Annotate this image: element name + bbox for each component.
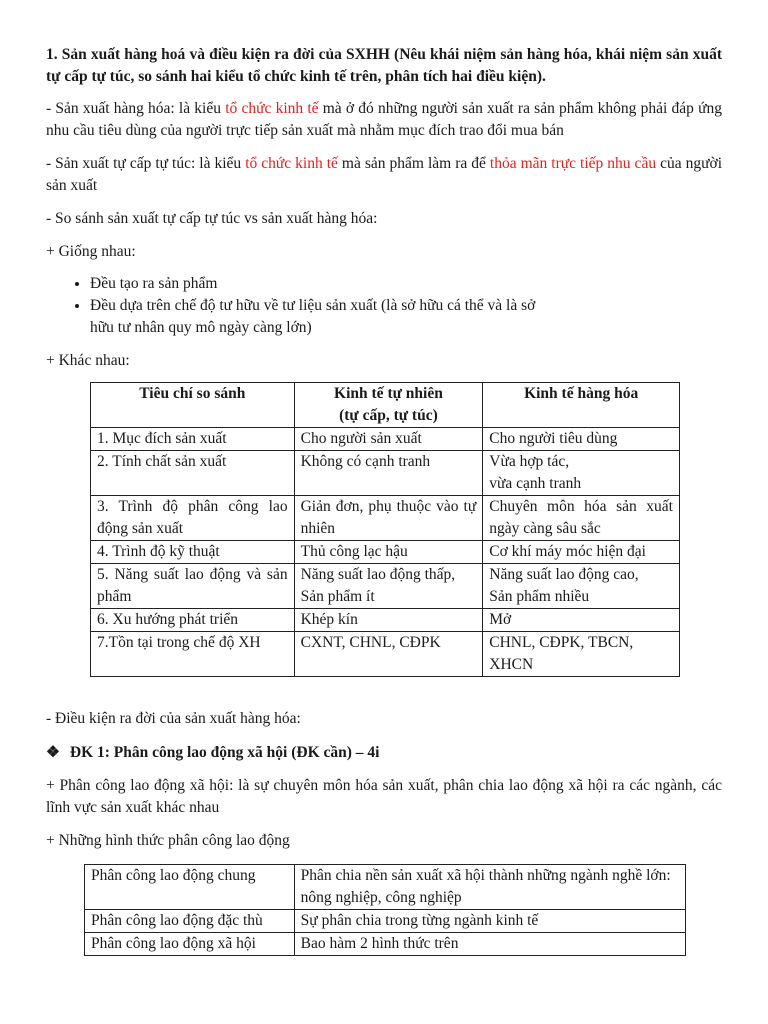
table-cell: Phân công lao động xã hội — [85, 933, 295, 956]
list-item: • Đều dựa trên chế độ tư hữu về tư liệu sản xuất (là sở hữu cá thể và là sở hữu tư nhân quy mô ngày càng lớn) — [90, 295, 550, 339]
table-cell: Không có cạnh tranh — [294, 451, 483, 496]
highlight-term: thỏa mãn trực tiếp nhu cầu — [489, 155, 657, 172]
table-row — [85, 910, 686, 933]
definition-self-sufficient — [46, 153, 722, 197]
highlight-term: tổ chức kinh tế — [225, 100, 319, 117]
table-row — [91, 451, 680, 496]
table-cell: CHNL, CĐPK, TBCN, XHCN — [483, 632, 680, 677]
different-label: + Khác nhau: — [46, 352, 130, 369]
table-cell: Bao hàm 2 hình thức trên — [294, 933, 685, 956]
definition-suffix: của người sản xuất — [46, 155, 723, 194]
compare-intro: - So sánh sản xuất tự cấp tự túc vs sản xuất hàng hóa: — [46, 210, 378, 227]
table-row — [91, 609, 680, 632]
table-cell: 4. Trình độ kỹ thuật — [91, 541, 295, 564]
table-row — [91, 496, 680, 541]
table-cell: Chuyên môn hóa sản xuất ngày càng sâu sắc — [483, 496, 680, 541]
definition-prefix: - Sản xuất hàng hóa: là kiểu — [46, 100, 226, 117]
table-row — [85, 933, 686, 956]
table-row — [91, 541, 680, 564]
table-cell: Năng suất lao động cao, Sản phẩm nhiều — [483, 564, 680, 609]
forms-label: + Những hình thức phân công lao động — [46, 832, 290, 849]
definition-prefix: - Sản xuất tự cấp tự túc: là kiểu — [46, 155, 246, 172]
conditions-intro: - Điều kiện ra đời của sản xuất hàng hóa: — [46, 710, 301, 727]
header-natural-economy — [294, 383, 483, 428]
table-cell: Cơ khí máy móc hiện đại — [483, 541, 680, 564]
table-cell: Phân công lao động chung — [85, 865, 295, 910]
table-cell: 3. Trình độ phân công lao động sản xuất — [91, 496, 295, 541]
comparison-table — [90, 382, 680, 677]
condition-1-definition: + Phân công lao động xã hội: là sự chuyên môn hóa sản xuất, phân chia lao động xã hội ra các ngành, các lĩnh vực sản xuất khác nhau — [46, 777, 722, 816]
section-title: 1. Sản xuất hàng hoá và điều kiện ra đời của SXHH (Nêu khái niệm sản hàng hóa, khái niệm sản xuất tự cấp tự túc, so sánh hai kiểu tổ chức kinh tế trên, phân tích hai điều kiện). — [46, 46, 722, 85]
definition-commodity-production — [46, 98, 722, 142]
table-cell: Khép kín — [294, 609, 483, 632]
table-cell: Năng suất lao động thấp, Sản phẩm ít — [294, 564, 483, 609]
table-cell: Cho người sản xuất — [294, 428, 483, 451]
table-row — [91, 564, 680, 609]
table-row — [91, 632, 680, 677]
table-cell: 6. Xu hướng phát triển — [91, 609, 295, 632]
table-row — [91, 428, 680, 451]
definition-suffix: mà ở đó những người sản xuất ra sản phẩm không phải đáp ứng nhu cầu tiêu dùng của người trực tiếp sản xuất mà nhằm mục đích trao đổi mua bán — [46, 100, 722, 139]
table-cell: Giản đơn, phụ thuộc vào tự nhiên — [294, 496, 483, 541]
similar-label: + Giống nhau: — [46, 243, 136, 260]
table-cell: Phân công lao động đặc thù — [85, 910, 295, 933]
table-header-row — [91, 383, 680, 428]
table-cell: Sự phân chia trong từng ngành kinh tế — [294, 910, 685, 933]
table-cell: CXNT, CHNL, CĐPK — [294, 632, 483, 677]
header-line: Kinh tế tự nhiên — [334, 385, 443, 402]
table-cell: Vừa hợp tác, vừa cạnh tranh — [483, 451, 680, 496]
similar-list — [46, 273, 722, 339]
table-cell: Thủ công lạc hậu — [294, 541, 483, 564]
table-row — [85, 865, 686, 910]
table-cell: 2. Tính chất sản xuất — [91, 451, 295, 496]
table-cell: Mở — [483, 609, 680, 632]
table-cell: Phân chia nền sản xuất xã hội thành những ngành nghề lớn: nông nghiệp, công nghiệp — [294, 865, 685, 910]
list-item: • Đều tạo ra sản phẩm — [90, 273, 550, 295]
definition-middle: mà sản phẩm làm ra để — [337, 155, 490, 172]
condition-1-heading — [46, 742, 722, 764]
condition-1-title: ĐK 1: Phân công lao động xã hội (ĐK cần) – 4i — [69, 744, 380, 761]
table-cell: 7.Tồn tại trong chế độ XH — [91, 632, 295, 677]
table-cell: 5. Năng suất lao động và sản phẩm — [91, 564, 295, 609]
table-cell: Cho người tiêu dùng — [483, 428, 680, 451]
diamond-bullet-icon: ❖ — [46, 744, 60, 761]
header-commodity-economy: Kinh tế hàng hóa — [483, 383, 680, 428]
highlight-term: tổ chức kinh tế — [245, 155, 338, 172]
division-forms-table — [84, 864, 686, 956]
header-criteria: Tiêu chí so sánh — [91, 383, 295, 428]
header-line: (tự cấp, tự túc) — [339, 407, 438, 424]
table-cell: 1. Mục đích sản xuất — [91, 428, 295, 451]
